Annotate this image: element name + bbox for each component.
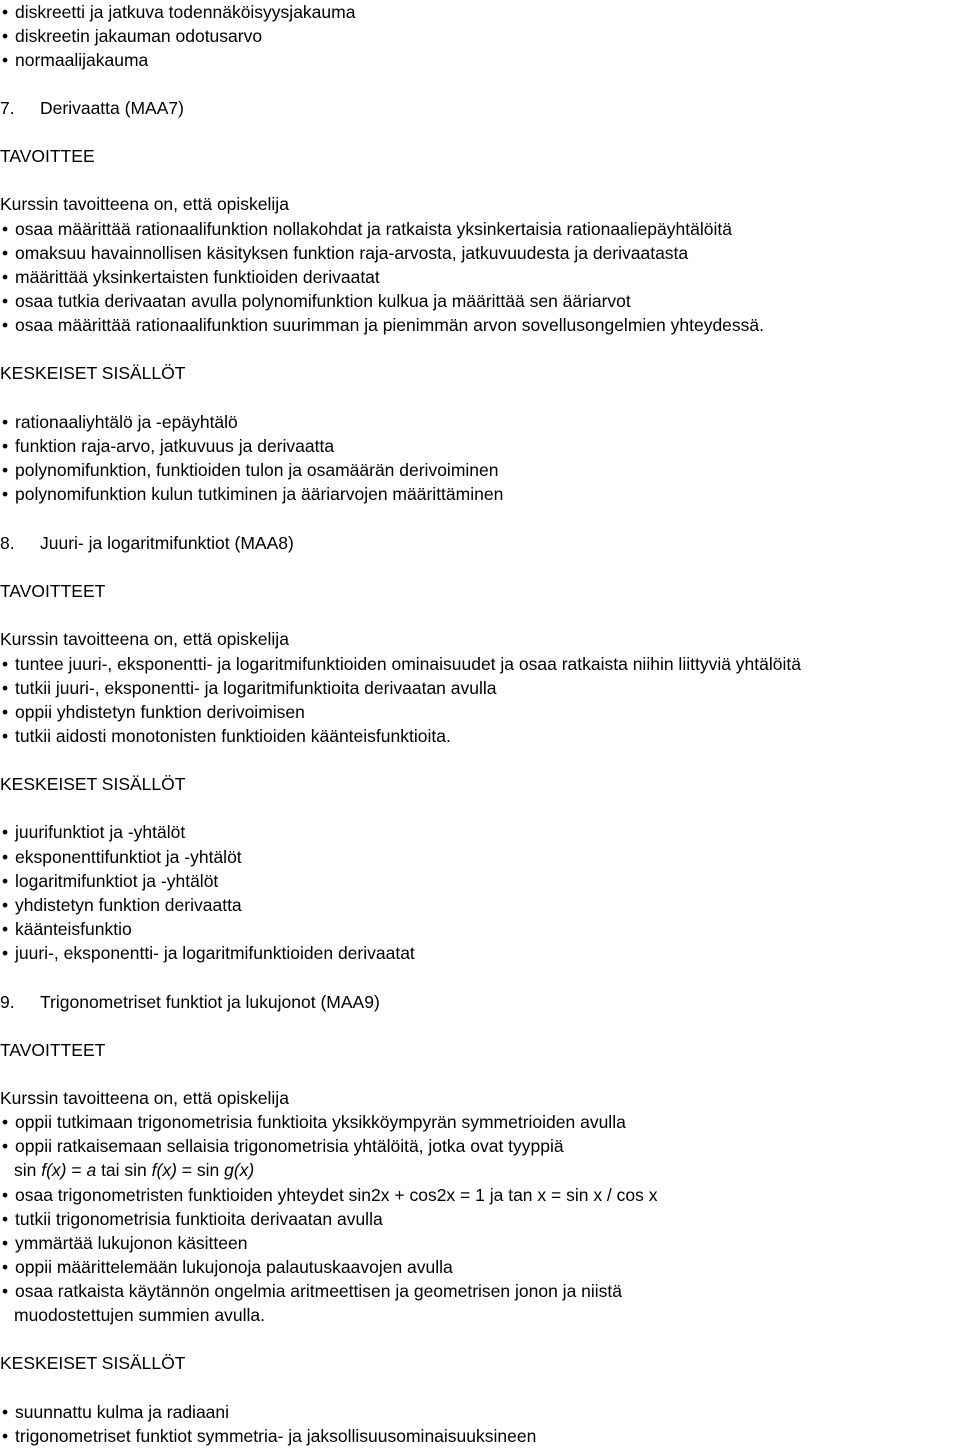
section-number: 9. (0, 992, 15, 1012)
bullet: • (2, 847, 9, 867)
list-item-text: osaa ratkaista käytännön ongelmia aritmeettisen ja geometrisen jonon ja niistä (15, 1281, 623, 1301)
list-item (2, 893, 242, 917)
list-item-text: osaa määrittää rationaalifunktion suurimman ja pienimmän arvon sovellusongelmien yhteydessä. (15, 315, 765, 335)
list-item-text: osaa tutkia derivaatan avulla polynomifunktion kulkua ja määrittää sen ääriarvot (15, 291, 631, 311)
bullet: • (2, 50, 9, 70)
formula-part: f(x) (151, 1160, 177, 1180)
list-item (2, 941, 415, 965)
list-item (2, 845, 242, 869)
content-heading: KESKEISET SISÄLLÖT (0, 1353, 186, 1373)
list-item (2, 313, 764, 337)
list-item (2, 434, 334, 458)
list-item-text: eksponenttifunktiot ja -yhtälöt (15, 847, 242, 867)
section-title: Trigonometriset funktiot ja lukujonot (MAA9) (40, 992, 380, 1012)
list-item (2, 869, 218, 893)
list-item (2, 410, 238, 434)
list-item (2, 1207, 383, 1231)
list-item-text: polynomifunktion, funktioiden tulon ja osamäärän derivoiminen (15, 460, 499, 480)
bullet: • (2, 1112, 9, 1132)
goals-heading: TAVOITTEET (0, 581, 106, 601)
list-item-text: funktion raja-arvo, jatkuvuus ja derivaatta (15, 436, 335, 456)
bullet: • (2, 484, 9, 504)
list-item (2, 458, 498, 482)
section-title: Juuri- ja logaritmifunktiot (MAA8) (40, 533, 294, 553)
list-item-text: juurifunktiot ja -yhtälöt (15, 822, 186, 842)
list-item-text: ymmärtää lukujonon käsitteen (15, 1233, 248, 1253)
list-item-text: tuntee juuri-, eksponentti- ja logaritmifunktioiden ominaisuudet ja osaa ratkaista niihin liittyviä yhtälöitä (15, 654, 801, 674)
list-item-text: osaa trigonometristen funktioiden yhteydet sin2x + cos2x = 1 ja tan x = sin x / cos x (15, 1185, 658, 1205)
list-item (2, 1279, 622, 1303)
list-item (2, 724, 451, 748)
bullet: • (2, 654, 9, 674)
section-title: Derivaatta (MAA7) (40, 98, 184, 118)
section-heading (0, 990, 380, 1014)
bullet: • (2, 822, 9, 842)
bullet: • (2, 726, 9, 746)
list-item-text: oppii tutkimaan trigonometrisia funktioita yksikköympyrän symmetrioiden avulla (15, 1112, 626, 1132)
list-item-text: trigonometriset funktiot symmetria- ja jaksollisuusominaisuuksineen (15, 1426, 537, 1446)
list-item-continuation: muodostettujen summien avulla. (14, 1305, 265, 1325)
list-item (2, 1400, 229, 1424)
list-item (2, 1134, 564, 1158)
bullet: • (2, 678, 9, 698)
bullet: • (2, 267, 9, 287)
bullet: • (2, 1233, 9, 1253)
list-item (2, 820, 185, 844)
list-item-text: määrittää yksinkertaisten funktioiden derivaatat (15, 267, 380, 287)
bullet: • (2, 2, 9, 22)
list-item-text: logaritmifunktiot ja -yhtälöt (15, 871, 219, 891)
formula-part: tai sin (96, 1160, 152, 1180)
list-item (2, 265, 380, 289)
goals-intro: Kurssin tavoitteena on, että opiskelija (0, 1088, 289, 1108)
formula-line (14, 1158, 254, 1182)
bullet: • (2, 1426, 9, 1446)
list-item-text: oppii yhdistetyn funktion derivoimisen (15, 702, 305, 722)
bullet: • (2, 291, 9, 311)
list-item-text: polynomifunktion kulun tutkiminen ja ääriarvojen määrittäminen (15, 484, 504, 504)
bullet: • (2, 919, 9, 939)
formula-part: f(x) (41, 1160, 67, 1180)
list-item (2, 1231, 247, 1255)
list-item-text: omaksuu havainnollisen käsityksen funktion raja-arvosta, jatkuvuudesta ja derivaatasta (15, 243, 689, 263)
bullet: • (2, 243, 9, 263)
list-item-text: tutkii juuri-, eksponentti- ja logaritmifunktioita derivaatan avulla (15, 678, 497, 698)
list-item-text: diskreetin jakauman odotusarvo (15, 26, 263, 46)
content-heading: KESKEISET SISÄLLÖT (0, 774, 186, 794)
list-item (2, 917, 132, 941)
list-item (2, 241, 688, 265)
list-item-text: juuri-, eksponentti- ja logaritmifunktioiden derivaatat (15, 943, 415, 963)
list-item (2, 1183, 658, 1207)
list-item (2, 1110, 626, 1134)
goals-intro: Kurssin tavoitteena on, että opiskelija (0, 629, 289, 649)
bullet: • (2, 871, 9, 891)
bullet: • (2, 315, 9, 335)
section-heading (0, 531, 294, 555)
list-item-text: käänteisfunktio (15, 919, 132, 939)
section-number: 7. (0, 98, 15, 118)
list-item (2, 1255, 453, 1279)
bullet: • (2, 1185, 9, 1205)
formula-part: a (86, 1160, 97, 1180)
list-item-text: osaa määrittää rationaalifunktion nollakohdat ja ratkaista yksinkertaisia rationaaliepäyhtälöitä (15, 219, 732, 239)
section-heading (0, 96, 184, 120)
bullet: • (2, 26, 9, 46)
formula-part: g(x) (224, 1160, 255, 1180)
list-item (2, 676, 497, 700)
bullet: • (2, 702, 9, 722)
list-item-text: tutkii trigonometrisia funktioita derivaatan avulla (15, 1209, 383, 1229)
list-item-text: oppii ratkaisemaan sellaisia trigonometrisia yhtälöitä, jotka ovat tyyppiä (15, 1136, 564, 1156)
section-number: 8. (0, 533, 15, 553)
list-item-text: diskreetti ja jatkuva todennäköisyysjakauma (15, 2, 356, 22)
goals-heading: TAVOITTEE (0, 146, 95, 166)
bullet: • (2, 1281, 9, 1301)
bullet: • (2, 1136, 9, 1156)
list-item (2, 289, 631, 313)
list-item (2, 482, 503, 506)
list-item (2, 1424, 536, 1448)
bullet: • (2, 1209, 9, 1229)
list-item-text: rationaaliyhtälö ja -epäyhtälö (15, 412, 238, 432)
bullet: • (2, 460, 9, 480)
bullet: • (2, 943, 9, 963)
bullet: • (2, 1257, 9, 1277)
bullet: • (2, 412, 9, 432)
list-item (2, 48, 148, 72)
bullet: • (2, 219, 9, 239)
bullet: • (2, 436, 9, 456)
list-item-text: tutkii aidosti monotonisten funktioiden käänteisfunktioita. (15, 726, 451, 746)
list-item-text: suunnattu kulma ja radiaani (15, 1402, 230, 1422)
formula-part: = sin (176, 1160, 225, 1180)
formula-part: sin (14, 1160, 42, 1180)
goals-heading: TAVOITTEET (0, 1040, 106, 1060)
list-item (2, 700, 305, 724)
bullet: • (2, 1402, 9, 1422)
list-item (2, 652, 801, 676)
bullet: • (2, 895, 9, 915)
list-item-text: yhdistetyn funktion derivaatta (15, 895, 242, 915)
list-item-text: normaalijakauma (15, 50, 149, 70)
list-item (2, 0, 355, 24)
goals-intro: Kurssin tavoitteena on, että opiskelija (0, 194, 289, 214)
list-item-text: oppii määrittelemään lukujonoja palautuskaavojen avulla (15, 1257, 453, 1277)
list-item (2, 217, 732, 241)
content-heading: KESKEISET SISÄLLÖT (0, 363, 186, 383)
formula-part: = (66, 1160, 87, 1180)
list-item (2, 24, 262, 48)
